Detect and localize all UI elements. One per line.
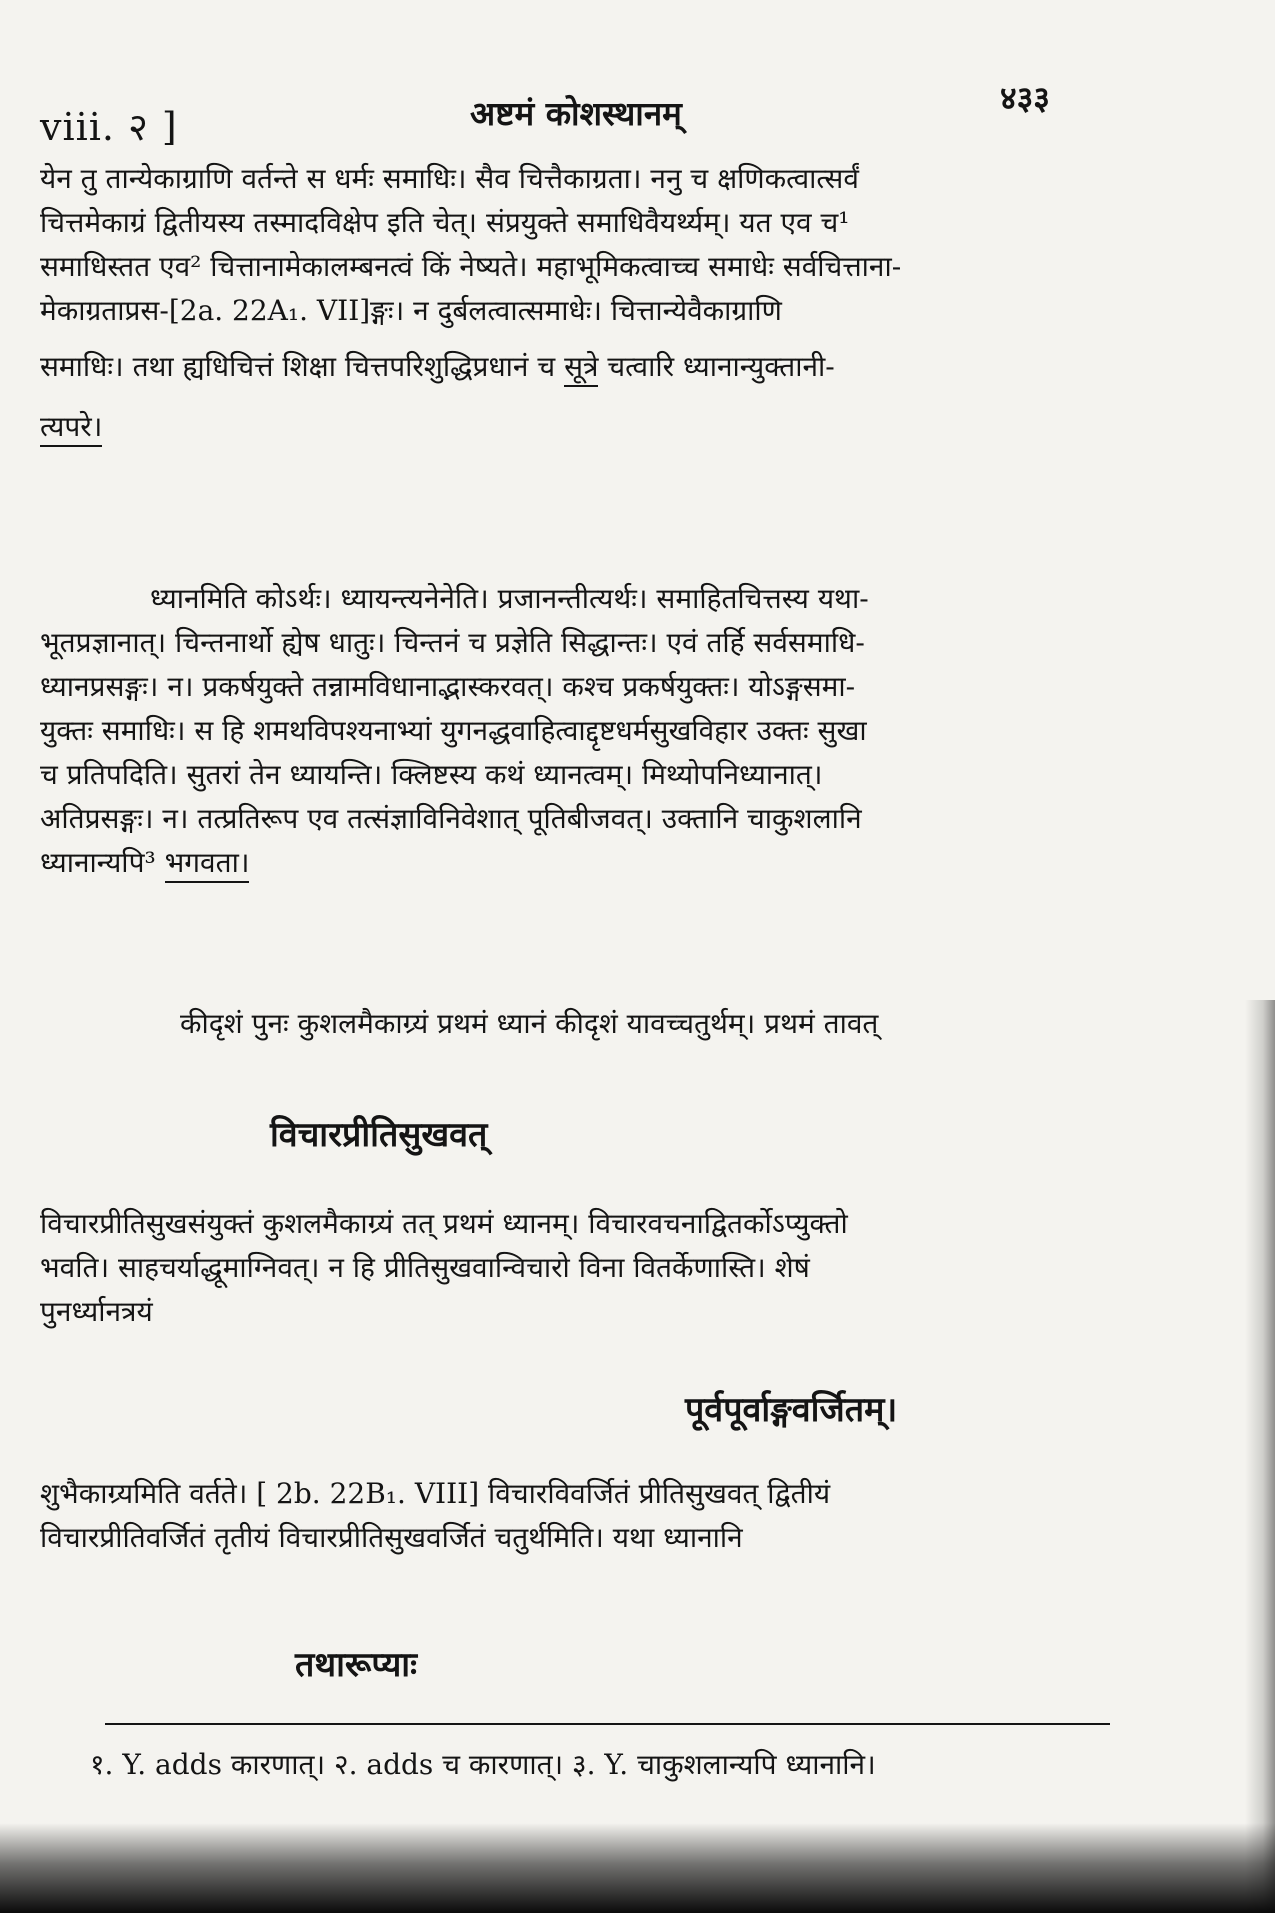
- text-line: ध्यानमिति कोऽर्थः। ध्यायन्त्यनेनेति। प्रजानन्तीत्यर्थः। समाहितचित्तस्य यथा-: [150, 582, 869, 615]
- underlined-word: भगवता।: [165, 846, 250, 883]
- footnote-divider: [105, 1723, 1110, 1725]
- paragraph-3: [180, 1005, 1080, 1049]
- paragraph-5: [40, 1475, 1080, 1563]
- text-segment: चत्वारि ध्यानान्युक्तानी-: [607, 350, 835, 383]
- text-line: पुनर्ध्यानत्रयं: [40, 1295, 153, 1328]
- paragraph-1: [40, 160, 1080, 452]
- text-segment: ध्यानान्यपि³: [40, 846, 156, 879]
- running-title: अष्टमं कोशस्थानम्: [470, 94, 682, 133]
- text-line: कीदृशं पुनः कुशलमैकाग्र्यं प्रथमं ध्यानं कीदृशं यावच्चतुर्थम्। प्रथमं तावत्: [180, 1007, 879, 1040]
- text-line: विचारप्रीतिवर्जितं तृतीयं विचारप्रीतिसुखवर्जितं चतुर्थमिति। यथा ध्यानानि: [40, 1521, 743, 1554]
- text-line: च प्रतिपदिति। सुतरां तेन ध्यायन्ति। क्लिष्टस्य कथं ध्यानत्वम्। मिथ्योपनिध्यानात्।: [40, 758, 823, 791]
- text-line: युक्तः समाधिः। स हि शमथविपश्यनाभ्यां युगनद्धवाहित्वाद्दृष्टधर्मसुखविहार उक्तः सुखा: [40, 714, 867, 747]
- text-line: विचारप्रीतिसुखसंयुक्तं कुशलमैकाग्र्यं तत् प्रथमं ध्यानम्। विचारवचनाद्वितर्कोऽप्युक्तो: [40, 1207, 848, 1240]
- underlined-word: सूत्रे: [564, 350, 598, 387]
- section-reference: viii. २ ]: [40, 105, 178, 149]
- verse-heading-1: विचारप्रीतिसुखवत्: [270, 1115, 488, 1155]
- text-line: समाधिस्तत एव² चित्तानामेकालम्बनत्वं किं नेष्यते। महाभूमिकत्वाच्च समाधेः सर्वचित्ताना-: [40, 250, 902, 283]
- text-line: [40, 408, 1080, 452]
- verse-heading-2: पूर्वपूर्वाङ्गवर्जितम्।: [685, 1390, 898, 1430]
- text-line: [40, 348, 1080, 408]
- text-line: शुभैकाग्र्यमिति वर्तते। [ 2b. 22B₁. VIII] विचारविवर्जितं प्रीतिसुखवत् द्वितीयं: [40, 1477, 831, 1510]
- scan-shadow-right: [1245, 1000, 1275, 1913]
- text-line: भवति। साहचर्याद्धूमाग्निवत्। न हि प्रीतिसुखवान्विचारो विना वितर्केणास्ति। शेषं: [40, 1251, 810, 1284]
- text-line: अतिप्रसङ्गः। न। तत्प्रतिरूप एव तत्संज्ञाविनिवेशात् पूतिबीजवत्। उक्तानि चाकुशलानि: [40, 802, 862, 835]
- page-number: ४३३: [1000, 79, 1050, 117]
- paragraph-4: [40, 1205, 1080, 1337]
- scan-shadow-bottom: [0, 1823, 1275, 1913]
- paragraph-2: [40, 580, 1080, 888]
- underlined-word: त्यपरे।: [40, 410, 102, 447]
- footnotes: १. Y. adds कारणात्। २. adds च कारणात्। ३. Y. चाकुशलान्यपि ध्यानानि।: [90, 1748, 876, 1781]
- text-segment: समाधिः। तथा ह्यधिचित्तं शिक्षा चित्तपरिशुद्धिप्रधानं च: [40, 350, 556, 383]
- text-line: भूतप्रज्ञानात्। चिन्तनार्थो ह्येष धातुः। चिन्तनं च प्रज्ञेति सिद्धान्तः। एवं तर्हि सर्वसमाधि-: [40, 626, 865, 659]
- text-line: येन तु तान्येकाग्राणि वर्तन्ते स धर्मः समाधिः। सैव चित्तैकाग्रता। ननु च क्षणिकत्वात्सर्वं: [40, 162, 859, 195]
- text-line: ध्यानप्रसङ्गः। न। प्रकर्षयुक्ते तन्नामविधानाद्भास्करवत्। कश्च प्रकर्षयुक्तः। योऽङ्गसमा-: [40, 670, 856, 703]
- text-line: मेकाग्रताप्रस-[2a. 22A₁. VII]ङ्गः। न दुर्बलत्वात्समाधेः। चित्तान्येवैकाग्राणि: [40, 294, 782, 327]
- text-line: [40, 844, 1080, 888]
- text-line: चित्तमेकाग्रं द्वितीयस्य तस्मादविक्षेप इति चेत्। संप्रयुक्ते समाधिवैयर्थ्यम्। यत एव च¹: [40, 206, 850, 239]
- verse-heading-3: तथारूप्याः: [295, 1645, 417, 1685]
- page-header: [40, 70, 1080, 149]
